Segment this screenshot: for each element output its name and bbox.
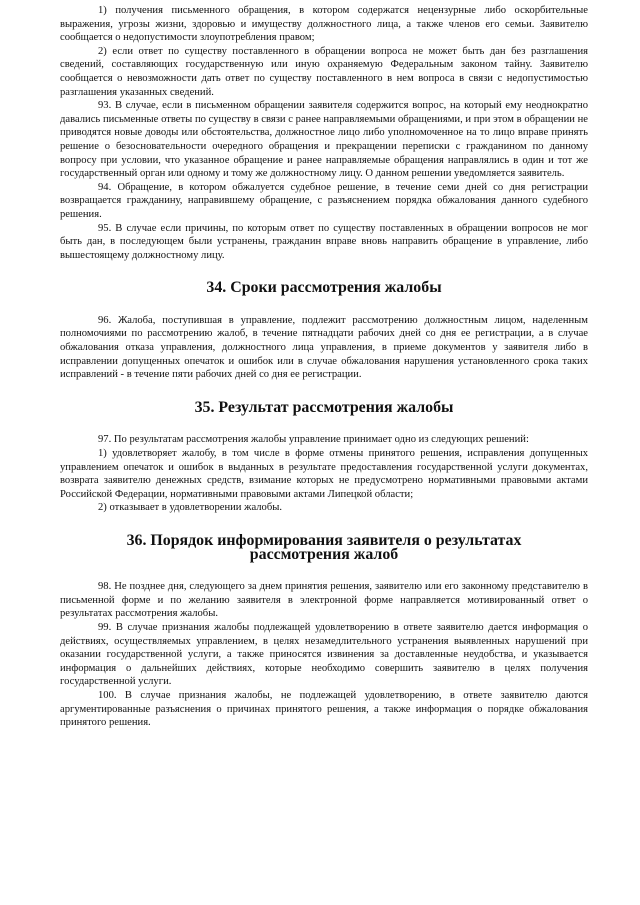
section-heading-36-line-2: рассмотрения жалоб: [249, 545, 399, 563]
paragraph-97: 97. По результатам рассмотрения жалобы управление принимает одно из следующих решений:: [98, 434, 529, 446]
section-heading-36: [60, 534, 588, 561]
section-heading-35: [60, 398, 588, 416]
paragraph-item-1: 1) получения письменного обращения, в котором содержатся нецензурные либо оскорбительные выражения, угрозы жизни, здоровью и имуществу должностного лица, а также членов его семьи. Заявителю сообщается о недопустимости злоупотребления правом;: [60, 5, 588, 44]
paragraph-100: 100. В случае признания жалобы, не подлежащей удовлетворению, в ответе заявителю даются аргументированные разъяснения о причинах принятого решения, а также информация о порядке обжалования принятого решения.: [60, 689, 588, 729]
paragraph-99: 99. В случае признания жалобы подлежащей удовлетворению в ответе заявителю дается информация о действиях, осуществляемых управлением, в целях незамедлительного устранения выявленных нарушений при оказании государственной услуги, а также приносятся извинения за доставленные неудобства, и указывается информация о дальнейших действиях, которые необходимо совершить заявителю в целях получения государственной услуги.: [60, 621, 588, 688]
paragraph-96: 96. Жалоба, поступившая в управление, подлежит рассмотрению должностным лицом, наделенным полномочиями по рассмотрению жалоб, в течение пятнадцати рабочих дней со дня ее регистрации, а в случае обжалования отказа управления, должностного лица управления, в приеме документов у заявителя либо в исправлении допущенных опечаток и ошибок или в случае обжалования нарушения установленного срока таких исправлений - в течение пяти рабочих дней со дня ее регистрации.: [60, 314, 588, 381]
paragraph-98: 98. Не позднее дня, следующего за днем принятия решения, заявителю или его законному представителю в письменной форме и по желанию заявителя в электронной форме направляется мотивированный ответ о результатах рассмотрения жалобы.: [60, 581, 588, 620]
section-heading-36-line-1: 36. Порядок информирования заявителя о результатах: [126, 532, 522, 549]
paragraph-item-2: 2) если ответ по существу поставленного в обращении вопроса не может быть дан без разглашения сведений, составляющих государственную или иную охраняемую Федеральным законом тайну. Заявителю сообщается о невозможности дать ответ по существу поставленного в нем вопроса в связи с недопустимостью разглашения указанных сведений.: [60, 45, 588, 98]
paragraph-93: 93. В случае, если в письменном обращении заявителя содержится вопрос, на который ему неоднократно давались письменные ответы по существу в связи с ранее направляемыми обращениями, и при этом в обращении не приводятся новые доводы или обстоятельства, должностное лицо либо уполномоченное на то лицо вправе принять решение о безосновательности очередного обращения и прекращении переписки с гражданином по данному вопросу при условии, что указанное обращение и ранее направляемые обращения направлялись в один и тот же государственный орган или одному и тому же должностному лицу. О данном решении уведомляется заявитель.: [60, 100, 588, 180]
paragraph-95: 95. В случае если причины, по которым ответ по существу поставленных в обращении вопросов не мог быть дан, в последующем были устранены, гражданин вправе вновь направить обращение в управление, либо вышестоящему должностному лицу.: [60, 222, 588, 261]
paragraph-94: 94. Обращение, в котором обжалуется судебное решение, в течение семи дней со дня регистрации возвращается гражданину, направившему обращение, с разъяснением порядка обжалования данного судебного решения.: [60, 181, 588, 220]
section-heading-34-text: 34. Сроки рассмотрения жалобы: [206, 279, 442, 297]
section-heading-34: [60, 281, 588, 295]
section-heading-35-text: 35. Результат рассмотрения жалобы: [194, 398, 454, 416]
paragraph-97-item-1: 1) удовлетворяет жалобу, в том числе в форме отмены принятого решения, исправления допущенных управлением опечаток и ошибок в выданных в результате предоставления государственной услуги документах, возврата заявителю денежных средств, взимание которых не предусмотрено нормативными правовыми актами Российской Федерации, нормативными правовыми актами Липецкой области;: [60, 448, 588, 500]
paragraph-97-item-2: 2) отказывает в удовлетворении жалобы.: [98, 502, 282, 514]
